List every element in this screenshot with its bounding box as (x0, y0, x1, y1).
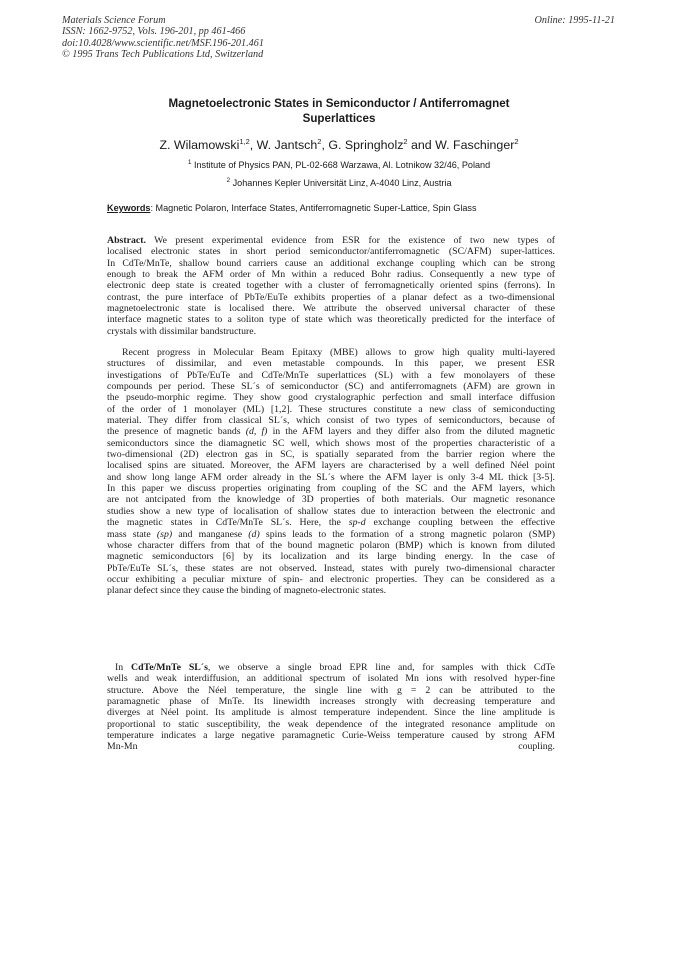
body-line: and show long lange AFM order already in the SL´s where the AFM layer is only 3-4 ML thick [3-5]. (107, 471, 555, 483)
paper-title-line-1: Magnetoelectronic States in Semiconductor / Antiferromagnet (168, 97, 510, 110)
body-line: PbTe/EuTe SL´s, these states are not observed. Instead, states with purely two-dimensional character (107, 562, 555, 574)
abstract-line: Abstract. We present experimental evidence from ESR for the existence of two new types of (107, 235, 555, 246)
author-separator: and (407, 138, 436, 152)
abstract-line: enough to break the AFM order of Mn within a reduced Bohr radius. Consequently a new type of (107, 269, 555, 281)
abstract-line: electronic deep state is created together with a cluster of ferromagnetically oriented spins (ferrons). In (107, 280, 555, 292)
author-affiliation-mark: 2 (514, 137, 519, 146)
abstract-line: crystals with dissimilar bandstructure. (107, 325, 257, 337)
journal-doi: doi:10.4028/www.scientific.net/MSF.196-201.461 (62, 37, 264, 49)
abstract-line: magnetoelectronic state is localised there. We attribute the observed universal character of these (107, 303, 555, 315)
body-line: localised spins are situated. Moreover, the AFM layers are characterised by a well defined Néel point (107, 460, 555, 472)
online-date: Online: 1995-11-21 (534, 15, 615, 26)
abstract-line: In CdTe/MnTe, shallow bound carriers cause an additional exchange coupling which can be strong (107, 257, 555, 269)
journal-name: Materials Science Forum (62, 15, 166, 26)
author-name: G. Springholz (328, 138, 404, 152)
journal-copyright: © 1995 Trans Tech Publications Ltd, Switzerland (62, 49, 264, 61)
body-line: material. They differ from classical SL´s, which consist of two types of semiconductors, because of (107, 415, 555, 427)
keywords-text: : Magnetic Polaron, Interface States, Antiferromagnetic Super-Lattice, Spin Glass (150, 203, 477, 213)
author-affiliation-mark: 2 (317, 137, 322, 146)
body-line: compounds per period. These SL´s of semiconductor (SC) and antiferromagnets (AFM) are grown in (107, 381, 555, 393)
body-line: In CdTe/MnTe SL´s, we observe a single broad EPR line and, for samples with thick CdTe (115, 662, 555, 673)
affiliation-mark: 1 (187, 159, 192, 166)
journal-issn: ISSN: 1662-9752, Vols. 196-201, pp 461-466 (62, 26, 246, 38)
author-name: W. Faschinger (435, 138, 515, 152)
body-line: whose character differs from that of the bound magnetic polaron (BMP) which is known from diluted (107, 539, 555, 551)
body-line: the pseudo-morphic regime. They show good crystalographic perfection and small interface diffusion (107, 392, 555, 404)
body-line: structures of dissimilar, and even metastable compounds. In this paper, we present ESR (107, 358, 555, 370)
affiliation-mark: 2 (226, 177, 231, 184)
abstract (107, 235, 555, 337)
affiliation-2 (60, 177, 618, 189)
body-line: paramagnetic phase of MnTe. Its linewidth increases strongly with decreasing temperature and (107, 696, 555, 708)
body-line: proportional to static susceptibility, the weak dependence of the integrated resonance amplitude on (107, 718, 555, 730)
italic-term: sp-d (348, 517, 366, 529)
body-line: of the order of 1 monolayer (ML) [1,2]. These structures constitute a new class of semiconducting (107, 403, 555, 415)
body-line: the presence of magnetic bands (d, f) in the AFM layers and they differ also from the diluted magnetic (107, 426, 555, 438)
body-line: occur exhibiting a peculiar mixture of spin- and electronic properties. They can be considered as a (107, 573, 555, 585)
bold-term: CdTe/MnTe SL´s (131, 662, 208, 673)
paper-title (100, 96, 578, 126)
affiliation-text: Johannes Kepler Universität Linz, A-4040 Linz, Austria (232, 178, 452, 188)
author-affiliation-mark: 1,2 (239, 137, 250, 146)
body-line: the magnetic states in CdTe/MnTe SL´s. Here, the sp-d exchange coupling between the effective (107, 517, 555, 529)
body-line: mass state (sp) and manganese (d) spins leads to the formation of a strong magnetic polaron (SMP) (107, 528, 556, 540)
body-paragraph-2 (107, 662, 555, 753)
body-line: magnetic semiconductors [6] by its localization and its large binding energy. In the case of (107, 551, 555, 563)
keywords (107, 202, 567, 214)
body-line: In this paper we discuss properties originating from coupling of the SC and the AFM layers, which (107, 483, 555, 495)
journal-header (62, 15, 264, 61)
keywords-label: Keywords (107, 203, 151, 213)
italic-term: (d) (248, 528, 260, 540)
body-line: Mn-Mn coupling. (107, 741, 555, 753)
affiliation-1 (60, 159, 618, 171)
body-line: Recent progress in Molecular Beam Epitaxy (MBE) allows to grow high quality multi-layered (122, 347, 555, 358)
author-list (60, 137, 618, 153)
abstract-line: localised electronic states in short period semiconductor/antiferromagnetic (SC/AFM) super-lattices. (107, 246, 555, 258)
body-line: semiconductors since the diamagnetic SC well, which shows most of the properties characteristic of a (107, 437, 555, 449)
author-separator: , (321, 138, 329, 152)
abstract-label: Abstract. (107, 235, 146, 246)
body-line: temperature indicates a large negative paramagnetic Curie-Weiss temperature caused by strong AFM (107, 730, 555, 742)
body-line: two-dimensional (2D) electron gas in SC, is spatially separated from the barrier region where the (107, 449, 555, 461)
body-paragraph-1 (107, 347, 555, 597)
body-line: structure. Above the Néel temperature, the single line with g = 2 can be attributed to the (107, 684, 555, 696)
body-line: planar defect since they cause the binding of magneto-electronic states. (107, 585, 387, 597)
body-line: diverges at Néel point. Its amplitude is almost temperature independent. Since the line amplitude is (107, 707, 555, 719)
italic-term: (d, f) (245, 426, 268, 438)
author-name: W. Jantsch (256, 138, 318, 152)
body-line: studies show a new type of localisation of shallow states due to interaction between the electronic and (107, 505, 555, 517)
author-name: Z. Wilamowski (159, 138, 240, 152)
author-affiliation-mark: 2 (403, 137, 408, 146)
paper-title-line-2: Superlattices (302, 112, 376, 125)
body-line: wells and weak interdiffusion, an additional spectrum of isolated Mn ions with resolved hyper-fine (107, 673, 555, 685)
abstract-line: interface magnetic states to a soliton type of state which was theoretically predicted for the interface of (107, 314, 555, 326)
body-line: investigations of PbTe/EuTe and CdTe/MnTe superlattices (SL) with a few monolayers of these (107, 369, 555, 381)
author-separator: , (249, 138, 257, 152)
body-line: are not antcipated from the knowledge of 3D properties of both materials. Our magnetic resonance (107, 494, 555, 506)
abstract-line: contrast, the pure interface of PbTe/EuTe exhibits properties of a planar defect as a two-dimensional (107, 291, 555, 303)
affiliation-text: Institute of Physics PAN, PL-02-668 Warzawa, Al. Lotnikow 32/46, Poland (193, 160, 491, 170)
italic-term: (sp) (156, 528, 173, 540)
